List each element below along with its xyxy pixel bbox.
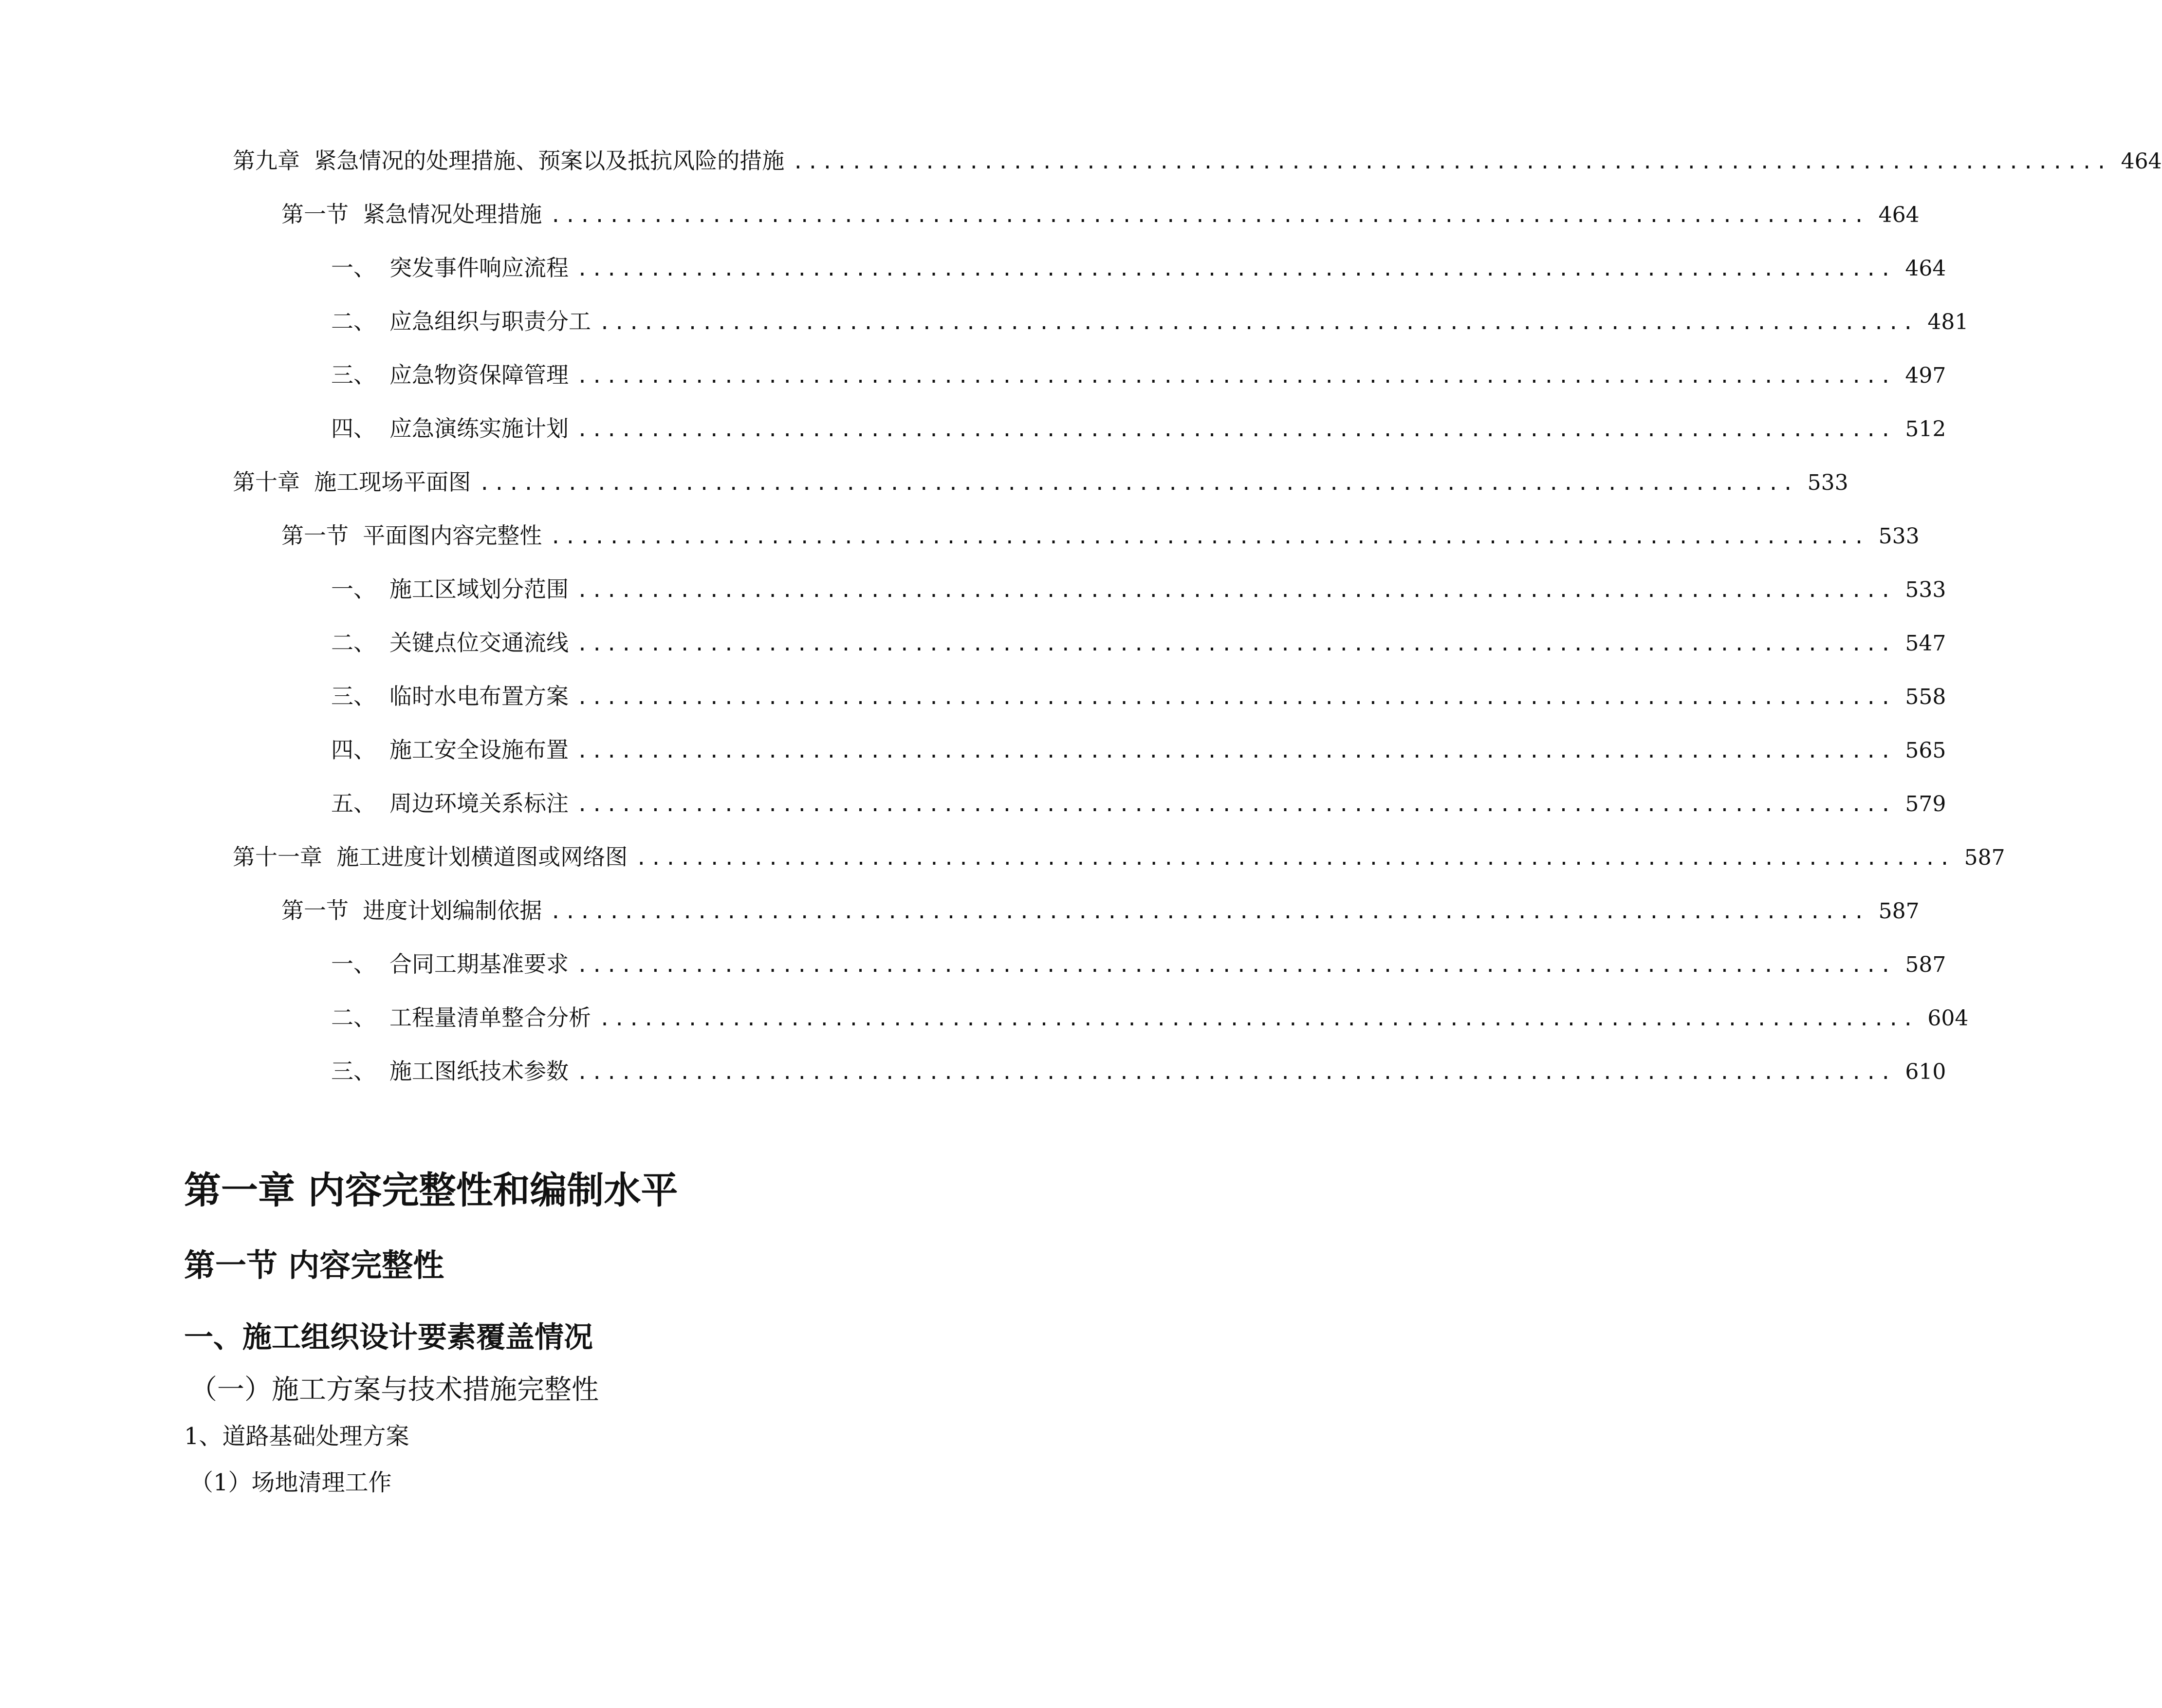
list-item: 1、道路基础处理方案 — [184, 1423, 409, 1450]
toc-page-number: 587 — [1878, 899, 1920, 924]
toc-entry-label: 二、 应急组织与职责分工 — [331, 308, 591, 334]
toc-entry-label: 第九章 紧急情况的处理措施、预案以及抵抗风险的措施 — [233, 148, 785, 174]
toc-leader-dots: .......................................................................................... — [479, 472, 1797, 495]
toc-leader-dots: .......................................................................................... — [599, 312, 1917, 334]
toc-entry-label: 第一节 紧急情况处理措施 — [281, 201, 542, 227]
toc-entry-label: 三、 施工图纸技术参数 — [331, 1058, 569, 1084]
toc-entry[interactable] — [331, 358, 1946, 392]
toc-page-number: 533 — [1807, 470, 1848, 495]
toc-page-number: 464 — [2121, 149, 2162, 174]
toc-page-number: 533 — [1878, 524, 1920, 549]
toc-entry[interactable] — [281, 519, 1920, 553]
subsubsection-heading: （一）施工方案与技术措施完整性 — [190, 1374, 599, 1406]
subsection-heading: 一、施工组织设计要素覆盖情况 — [184, 1320, 593, 1355]
toc-entry[interactable] — [281, 197, 1920, 231]
toc-entry-label: 五、 周边环境关系标注 — [331, 790, 569, 817]
toc-leader-dots: .......................................................................................... — [576, 954, 1895, 977]
toc-entry-label: 第一节 平面图内容完整性 — [281, 522, 542, 549]
toc-entry-label: 第十章 施工现场平面图 — [233, 469, 471, 495]
toc-entry[interactable] — [281, 893, 1920, 928]
toc-entry[interactable] — [331, 733, 1946, 767]
toc-entry-label: 四、 施工安全设施布置 — [331, 737, 569, 763]
toc-page-number: 565 — [1905, 738, 1946, 763]
toc-entry[interactable] — [331, 304, 1969, 338]
toc-entry[interactable] — [331, 947, 1946, 981]
toc-page-number: 579 — [1905, 792, 1946, 817]
toc-entry[interactable] — [233, 840, 2005, 874]
toc-leader-dots: .......................................................................................... — [576, 258, 1895, 280]
toc-leader-dots: .......................................................................................... — [576, 687, 1895, 709]
toc-page-number: 558 — [1905, 685, 1946, 709]
toc-entry[interactable] — [331, 679, 1946, 713]
toc-entry[interactable] — [331, 1054, 1946, 1088]
toc-entry[interactable] — [331, 1001, 1969, 1035]
toc-leader-dots: .......................................................................................... — [576, 740, 1895, 762]
toc-leader-dots: .......................................................................................... — [550, 901, 1868, 923]
toc-entry[interactable] — [331, 411, 1946, 446]
toc-entry[interactable] — [331, 786, 1946, 820]
toc-page-number: 464 — [1878, 203, 1920, 227]
toc-leader-dots: .......................................................................................... — [635, 847, 1954, 870]
toc-leader-dots: .......................................................................................... — [792, 151, 2110, 173]
toc-page-number: 464 — [1905, 256, 1946, 281]
toc-entry-label: 三、 应急物资保障管理 — [331, 362, 569, 388]
toc-page-number: 481 — [1927, 310, 1969, 334]
toc-entry[interactable] — [331, 572, 1946, 606]
toc-entry[interactable] — [233, 144, 2162, 178]
toc-leader-dots: .......................................................................................... — [576, 419, 1895, 441]
toc-entry-label: 第一节 进度计划编制依据 — [281, 897, 542, 924]
toc-entry-label: 一、 突发事件响应流程 — [331, 255, 569, 281]
toc-leader-dots: .......................................................................................... — [550, 204, 1868, 227]
toc-page-number: 587 — [1905, 952, 1946, 977]
toc-entry-label: 四、 应急演练实施计划 — [331, 415, 569, 442]
toc-entry[interactable] — [233, 465, 1848, 499]
chapter-heading: 第一章 内容完整性和编制水平 — [184, 1169, 678, 1212]
list-item: （1）场地清理工作 — [190, 1469, 392, 1496]
toc-page-number: 497 — [1905, 363, 1946, 388]
toc-leader-dots: .......................................................................................... — [576, 1061, 1895, 1084]
toc-page-number: 604 — [1927, 1006, 1969, 1031]
toc-leader-dots: .......................................................................................... — [599, 1008, 1917, 1030]
toc-page-number: 610 — [1905, 1059, 1946, 1084]
toc-entry-label: 二、 关键点位交通流线 — [331, 630, 569, 656]
toc-page-number: 533 — [1905, 577, 1946, 602]
toc-entry-label: 一、 施工区域划分范围 — [331, 576, 569, 602]
toc-page-number: 587 — [1964, 845, 2005, 870]
toc-leader-dots: .......................................................................................... — [576, 579, 1895, 602]
toc-entry-label: 二、 工程量清单整合分析 — [331, 1004, 591, 1031]
toc-entry[interactable] — [331, 251, 1946, 285]
toc-entry-label: 一、 合同工期基准要求 — [331, 951, 569, 977]
toc-entry-label: 第十一章 施工进度计划横道图或网络图 — [233, 844, 628, 870]
section-heading: 第一节 内容完整性 — [184, 1248, 444, 1284]
toc-entry-label: 三、 临时水电布置方案 — [331, 683, 569, 709]
toc-leader-dots: .......................................................................................... — [576, 365, 1895, 388]
toc-page-number: 547 — [1905, 631, 1946, 656]
toc-page-number: 512 — [1905, 417, 1946, 442]
toc-leader-dots: .......................................................................................... — [576, 633, 1895, 655]
toc-entry[interactable] — [331, 626, 1946, 660]
toc-leader-dots: .......................................................................................... — [576, 794, 1895, 816]
toc-leader-dots: .......................................................................................... — [550, 526, 1868, 548]
